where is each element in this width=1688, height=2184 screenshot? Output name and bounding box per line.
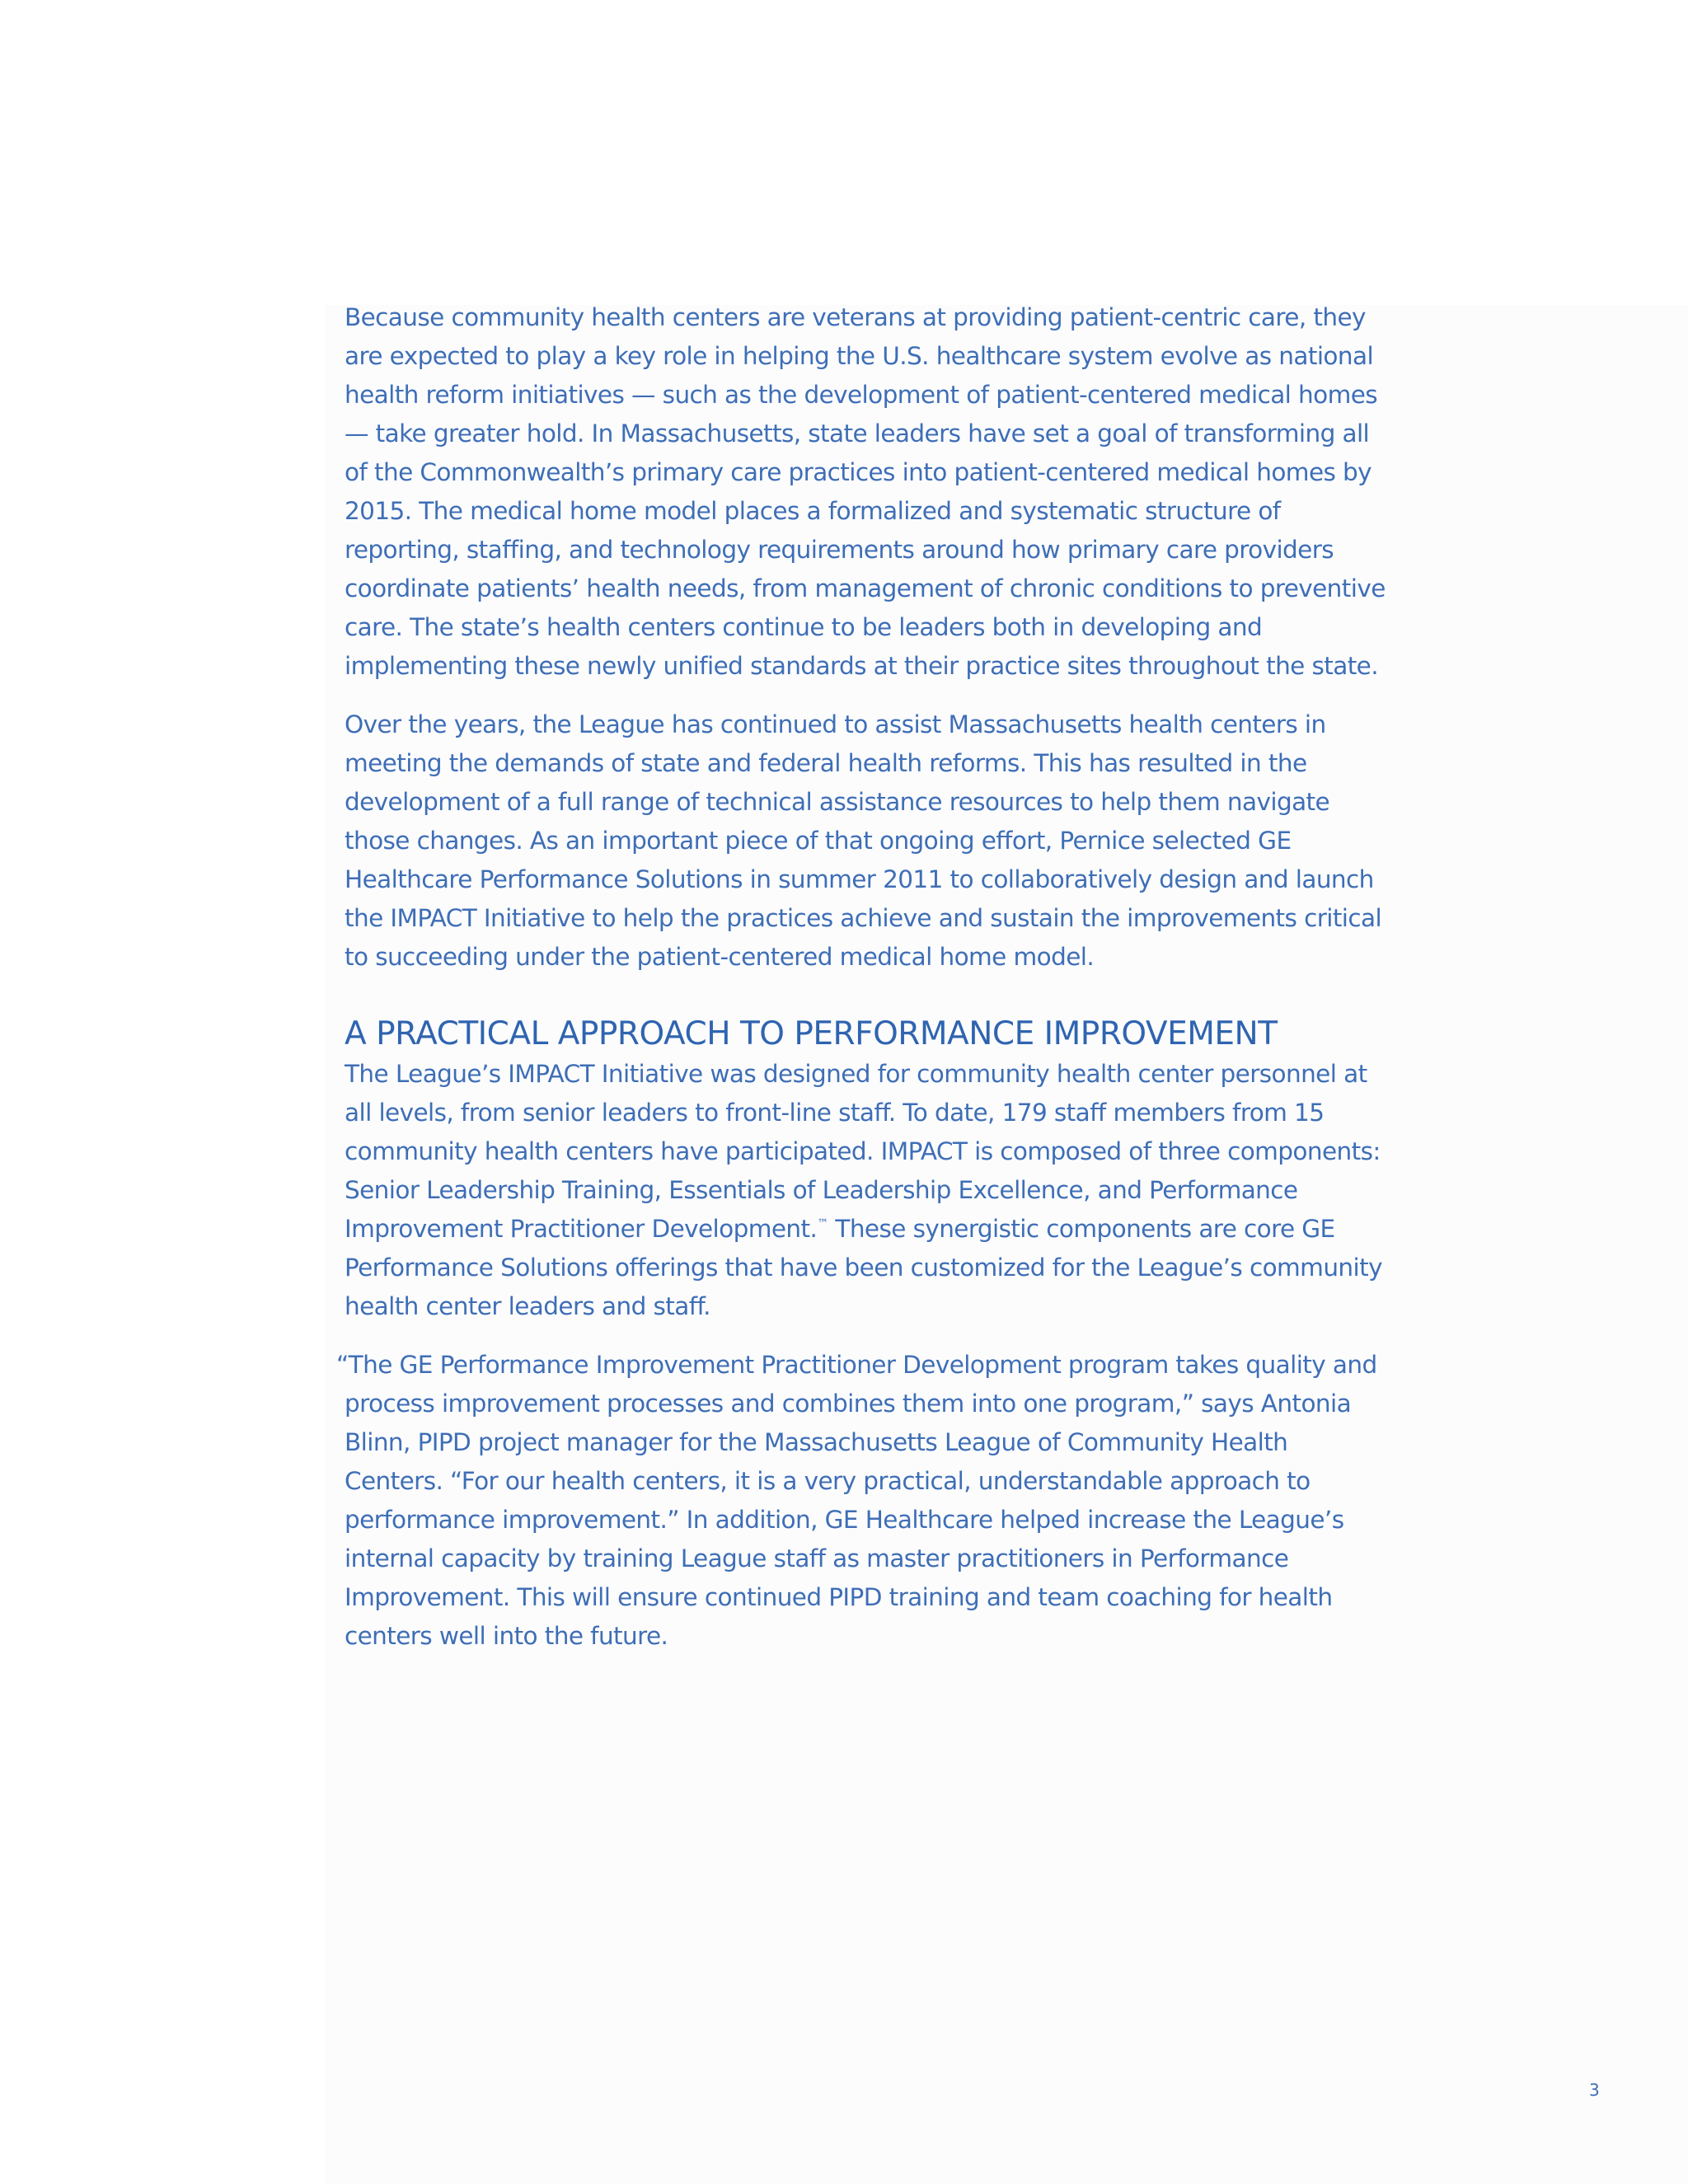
impact-text-end: These synergistic components are core GE Performance Solutions offerings that have been customized for the League’s community health center leaders and staff. [345, 1215, 1382, 1320]
paragraph-quote: “The GE Performance Improvement Practitioner Development program takes quality and process improvement processes and combines them into one program,” says Antonia Blinn, PIPD project manager for the Massachusetts League of Community Health Centers. “For our health centers, it is a very practical, understandable approach to performance improvement.” In addition, GE Healthcare helped increase the League’s internal capacity by training League staff as master practitioners in Performance Improvement. This will ensure continued PIPD training and team coaching for health centers well into the future. [336, 1351, 1377, 1650]
article-body [336, 298, 1391, 1675]
page-number: 3 [1589, 2080, 1600, 2100]
paragraph-impact-initiative [345, 1055, 1391, 1326]
paragraph-medical-home: Because community health centers are veterans at providing patient-centric care, they are expected to play a key role in helping the U.S. healthcare system evolve as national health reform initiatives — such as the development of patient-centered medical homes — take greater hold. In Massachusetts, state leaders have set a goal of transforming all of the Commonwealth’s primary care practices into patient-centered medical homes by 2015. The medical home model places a formalized and systematic structure of reporting, staffing, and technology requirements around how primary care providers coordinate patients’ health needs, from management of chronic conditions to preventive care. The state’s health centers continue to be leaders both in developing and implementing these newly unified standards at their practice sites throughout the state. [345, 303, 1386, 680]
impact-text-start: The League’s IMPACT Initiative was designed for community health center personnel at all levels, from senior leaders to front-line staff. To date, 179 staff members from 15 community health centers have participated. IMPACT is composed of three components: Senior Leadership Training, Essentials of Leadership Excellence, and Performance Improvement Practitioner Development. [345, 1060, 1381, 1243]
trademark-mark: ™ [817, 1217, 828, 1230]
section-heading: A PRACTICAL APPROACH TO PERFORMANCE IMPROVEMENT [345, 1015, 1278, 1052]
paragraph-league-assistance: Over the years, the League has continued to assist Massachusetts health centers in meeting the demands of state and federal health reforms. This has resulted in the development of a full range of technical assistance resources to help them navigate those changes. As an important piece of that ongoing effort, Pernice selected GE Healthcare Performance Solutions in summer 2011 to collaboratively design and launch the IMPACT Initiative to help the practices achieve and sustain the improvements critical to succeeding under the patient-centered medical home model. [345, 710, 1382, 971]
